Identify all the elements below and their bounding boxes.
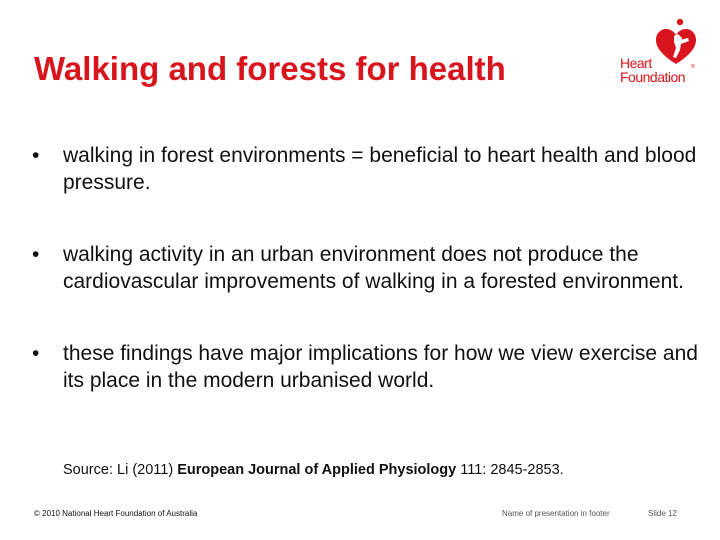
footer-slide-number: Slide 12 [648, 509, 677, 518]
source-prefix: Source: Li (2011) [63, 462, 178, 478]
bullet-marker: • [32, 342, 40, 365]
logo-text-heart: Heart [620, 55, 652, 71]
bullet-text: walking activity in an urban environment does not produce the cardiovascular improvements of walking in a forested environment. [63, 243, 684, 293]
footer-presentation-name: Name of presentation in footer [502, 509, 610, 518]
heart-foundation-logo [614, 16, 706, 88]
registered-mark: ® [691, 64, 695, 70]
bullet-text: these findings have major implications for how we view exercise and its place in the modern urbanised world. [63, 342, 698, 392]
slide-title: Walking and forests for health [34, 50, 506, 87]
source-journal: European Journal of Applied Physiology [177, 462, 457, 478]
logo-text-foundation: Foundation [620, 69, 686, 85]
source-citation [63, 462, 564, 478]
bullet-item [32, 340, 702, 394]
bullet-list [32, 142, 702, 439]
bullet-text: walking in forest environments = beneficial to heart health and blood pressure. [63, 144, 697, 194]
bullet-item [32, 241, 702, 295]
source-suffix: 111: 2845-2853. [456, 462, 564, 478]
bullet-item [32, 142, 702, 196]
footer-copyright: © 2010 National Heart Foundation of Australia [34, 509, 198, 518]
bullet-marker: • [32, 243, 40, 266]
bullet-marker: • [32, 144, 40, 167]
